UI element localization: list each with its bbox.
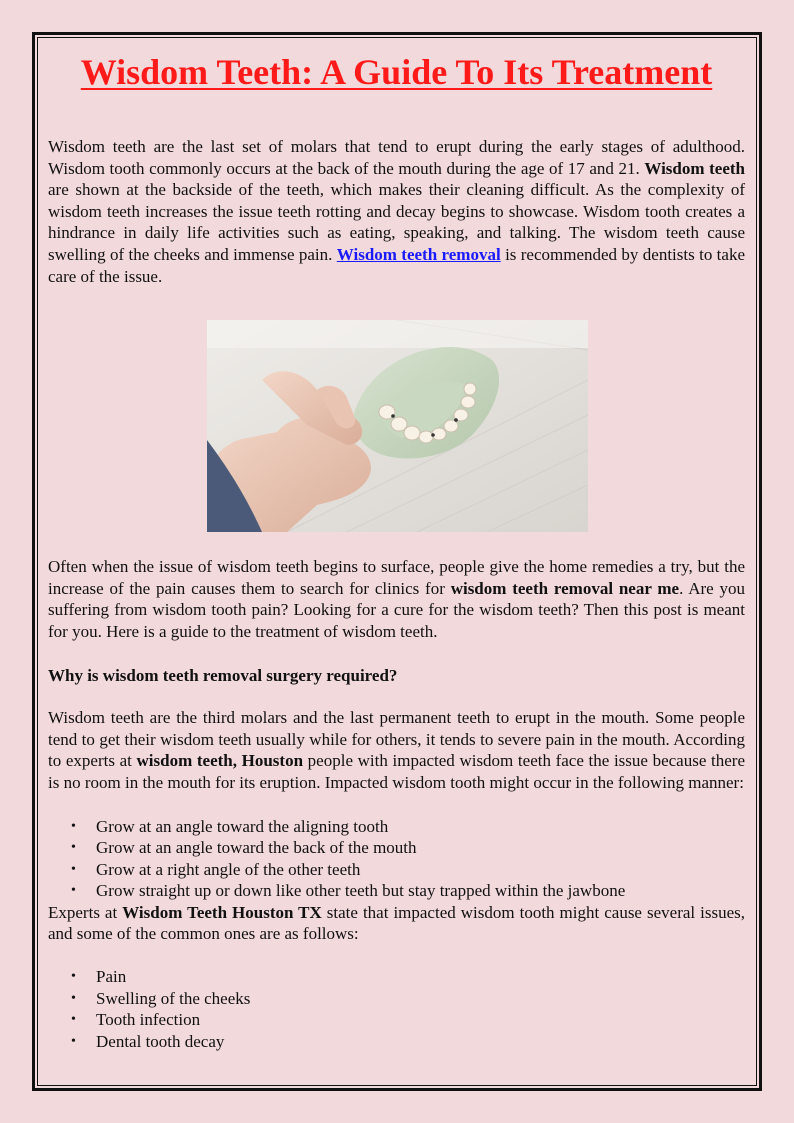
intro-bold-wisdom-teeth: Wisdom teeth (644, 158, 745, 178)
impaction-types-list (48, 816, 745, 902)
para4-bold-houston-tx: Wisdom Teeth Houston TX (122, 902, 322, 922)
intro-text-2: are shown at the backside of the teeth, which makes their cleaning difficult. As the complexity of wisdom teeth increases the issue teeth rotting and decay begins to showcase. Wisdom tooth creates a hindrance in daily life activities such as eating, speaking, and talking. The wisdom teeth cause swelling of the cheeks and immense pain. (48, 180, 745, 264)
paragraph-third-molars (48, 707, 745, 793)
paragraph-home-remedies (48, 556, 745, 642)
document-body (48, 44, 745, 1052)
issues-list (48, 966, 745, 1052)
list-item: • Tooth infection (48, 1009, 745, 1031)
hand-holding-dental-model-icon (207, 320, 588, 532)
list-item: • Pain (48, 966, 745, 988)
wisdom-teeth-removal-link[interactable]: Wisdom teeth removal (336, 244, 501, 264)
para2-text-1: Often when the issue of wisdom teeth begins to surface, people give the home remedies a try, but the increase of the pain causes them to search for clinics for (48, 557, 745, 598)
document-title: Wisdom Teeth: A Guide To Its Treatment (80, 52, 713, 92)
para3-bold-wisdom-teeth-houston: wisdom teeth, Houston (136, 751, 304, 771)
list-item: • Dental tooth decay (48, 1031, 745, 1053)
intro-paragraph (48, 136, 745, 287)
para4-text-2: state that impacted wisdom tooth might cause several issues, and some of the common ones are as follows: (48, 902, 745, 944)
list-item: • Grow straight up or down like other teeth but stay trapped within the jawbone (48, 880, 745, 902)
list-item: • Swelling of the cheeks (48, 988, 745, 1010)
para4-text-1: Experts at (48, 902, 123, 922)
para3-text-1: Wisdom teeth are the third molars and the last permanent teeth to erupt in the mouth. Some people tend to get their wisdom teeth usually while for others, it tends to severe pain in the mouth. According to experts at (48, 708, 745, 771)
list-item: • Grow at a right angle of the other teeth (48, 859, 745, 881)
paragraph-experts (48, 902, 745, 945)
intro-text-3: is recommended by dentists to take care of the issue. (48, 244, 745, 286)
list-item: • Grow at an angle toward the back of the mouth (48, 837, 745, 859)
list-item: • Grow at an angle toward the aligning tooth (48, 816, 745, 838)
para2-text-2: . Are you suffering from wisdom tooth pain? Looking for a cure for the wisdom teeth? Then this post is meant for you. Here is a guide to the treatment of wisdom teeth. (48, 578, 746, 641)
para3-text-2: people with impacted wisdom teeth face the issue because there is no room in the mouth for its eruption. Impacted wisdom tooth might occur in the following manner: (48, 751, 745, 792)
dental-model-photo (207, 320, 588, 532)
para2-bold-removal-near-me: wisdom teeth removal near me (450, 578, 680, 598)
intro-text-1: Wisdom teeth are the last set of molars that tend to erupt during the early stages of adulthood. Wisdom tooth commonly occurs at the back of the mouth during the age of 17 and 21. (48, 137, 745, 178)
section-heading: Why is wisdom teeth removal surgery required? (48, 665, 398, 685)
